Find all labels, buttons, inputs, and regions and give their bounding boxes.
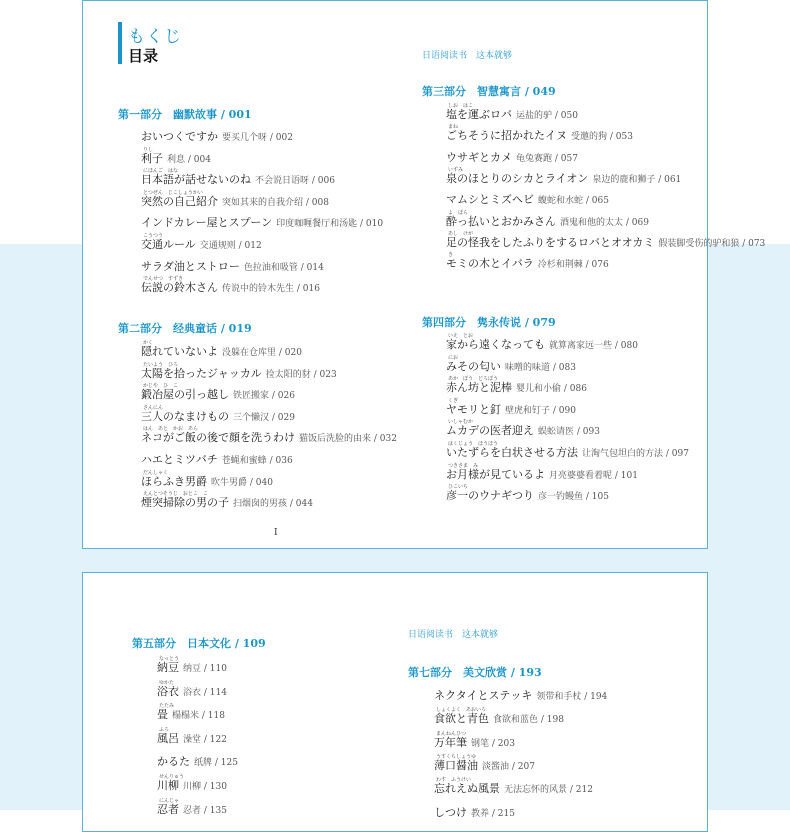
entry-title-chinese: 教养 / 215	[471, 809, 515, 819]
toc-entry[interactable]	[157, 661, 227, 676]
title-accent-bar	[118, 22, 122, 64]
entry-title-chinese: 利息 / 004	[167, 155, 211, 165]
toc-entry[interactable]	[446, 338, 638, 353]
toc-entry[interactable]	[157, 685, 227, 700]
entry-furigana: かじや ひ こ	[143, 383, 179, 389]
entry-furigana: くぎ	[448, 398, 459, 404]
entry-title-japanese: 鍛冶屋の引っ越し	[141, 388, 229, 401]
toc-entry[interactable]	[141, 410, 295, 425]
toc-entry[interactable]	[446, 446, 689, 461]
entry-title-japanese: 風呂	[157, 732, 179, 745]
entry-title-japanese: お月様が見ているよ	[446, 468, 545, 481]
toc-entry[interactable]	[446, 108, 578, 123]
toc-entry[interactable]	[446, 129, 633, 144]
toc-entry[interactable]	[446, 403, 576, 418]
entry-title-chinese: 三个懒汉 / 029	[233, 413, 295, 423]
entry-title-japanese: しつけ	[434, 806, 467, 819]
toc-entry[interactable]	[141, 453, 293, 468]
title-japanese: もくじ	[128, 27, 182, 47]
entry-title-japanese: モミの木とイバラ	[446, 257, 534, 270]
entry-title-japanese: 川柳	[157, 779, 179, 792]
entry-title-chinese: 扫烟囱的男孩 / 044	[233, 499, 313, 509]
toc-entry[interactable]	[446, 360, 576, 375]
toc-entry[interactable]	[446, 172, 681, 187]
entry-furigana: いえ とお	[448, 333, 474, 339]
entry-title-chinese: 传说中的铃木先生 / 016	[222, 284, 320, 294]
entry-title-japanese: 泉のほとりのシカとライオン	[446, 172, 589, 185]
entry-title-japanese: 伝説の鈴木さん	[141, 281, 218, 294]
entry-title-chinese: 淡酱油 / 207	[482, 762, 535, 772]
section-heading-s3: 第三部分 智慧寓言 / 049	[422, 85, 556, 98]
entry-title-chinese: 酒鬼和他的太太 / 069	[560, 218, 649, 228]
entry-title-chinese: 苍蝇和蜜蜂 / 036	[221, 456, 293, 466]
entry-furigana: つきさま み	[448, 463, 479, 469]
toc-entry[interactable]	[446, 193, 609, 208]
toc-entry[interactable]	[141, 152, 211, 167]
entry-title-japanese: ごちそうに招かれたイヌ	[446, 129, 567, 142]
entry-title-japanese: 日本語が話せないのね	[141, 173, 251, 186]
entry-title-japanese: 納豆	[157, 661, 179, 674]
entry-title-japanese: かるた	[157, 755, 190, 768]
entry-title-chinese: 猫饭后洗脸的由来 / 032	[299, 434, 397, 444]
entry-title-japanese: 交通ルール	[141, 238, 196, 251]
entry-title-chinese: 纳豆 / 110	[183, 664, 227, 674]
toc-entry[interactable]	[157, 732, 227, 747]
entry-furigana: まんねんひつ	[436, 731, 467, 737]
section-heading-s4: 第四部分 隽永传说 / 079	[422, 316, 556, 329]
entry-furigana: でんせつ すずき	[143, 276, 184, 282]
entry-title-japanese: ヤモリと釘	[446, 403, 501, 416]
toc-entry[interactable]	[434, 736, 515, 751]
toc-entry[interactable]	[434, 759, 535, 774]
toc-entry[interactable]	[446, 257, 609, 272]
entry-furigana: わす ふうけい	[436, 777, 472, 783]
entry-title-japanese: 家から遠くなっても	[446, 338, 545, 351]
entry-title-chinese: 不会说日语呀 / 006	[255, 176, 335, 186]
section-heading-s5: 第五部分 日本文化 / 109	[132, 637, 266, 650]
entry-furigana: なっとう	[159, 656, 180, 662]
toc-entry[interactable]	[446, 151, 578, 166]
toc-entry[interactable]	[446, 468, 638, 483]
entry-furigana: ひこいち	[448, 484, 469, 490]
entry-furigana: しょくよく あおいろ	[436, 707, 487, 713]
entry-title-japanese: 畳	[157, 708, 168, 721]
entry-title-chinese: 榻榻米 / 118	[172, 711, 225, 721]
entry-title-chinese: 运盐的驴 / 050	[516, 111, 578, 121]
entry-furigana: たいよう ひろ	[143, 362, 179, 368]
entry-title-chinese: 婴儿和小偷 / 086	[516, 384, 587, 394]
entry-furigana: はくじょう ほうほう	[448, 441, 499, 447]
toc-entry[interactable]	[141, 238, 262, 253]
entry-furigana: はん あと かお あら	[143, 426, 199, 432]
entry-furigana: りし	[143, 147, 154, 153]
entry-title-chinese: 蜈蚣请医 / 093	[538, 427, 600, 437]
toc-entry[interactable]	[141, 388, 295, 403]
series-tag-bottom: 日语阅读书 这本就够	[408, 630, 499, 640]
toc-entry[interactable]	[446, 489, 609, 504]
entry-title-japanese: 足の怪我をしたふりをするロバとオオカミ	[446, 236, 655, 249]
entry-title-chinese: 领带和手杖 / 194	[536, 692, 608, 702]
entry-title-chinese: 壁虎和钉子 / 090	[505, 406, 576, 416]
entry-furigana: にんじゃ	[159, 798, 180, 804]
entry-furigana: にほんご はな	[143, 168, 179, 174]
page-number: I	[274, 528, 278, 538]
entry-furigana: うすくちしょうゆ	[436, 754, 477, 760]
title-chinese: 目录	[128, 47, 159, 65]
entry-title-japanese: おいつくですか	[141, 130, 218, 143]
entry-title-chinese: 印度咖喱餐厅和汤匙 / 010	[276, 219, 384, 229]
entry-title-chinese: 吹牛男爵 / 040	[211, 478, 273, 488]
entry-title-japanese: 赤ん坊と泥棒	[446, 381, 512, 394]
toc-entry[interactable]	[434, 782, 593, 797]
entry-title-chinese: 食欲和蓝色 / 198	[493, 715, 564, 725]
toc-entry[interactable]	[446, 236, 765, 251]
entry-title-chinese: 受邀的狗 / 053	[571, 132, 633, 142]
entry-title-chinese: 纸牌 / 125	[194, 758, 238, 768]
entry-title-chinese: 钢笔 / 203	[471, 739, 515, 749]
entry-title-chinese: 突如其来的自我介绍 / 008	[222, 198, 329, 208]
entry-title-japanese: 突然の自己紹介	[141, 195, 218, 208]
series-tag-top: 日语阅读书 这本就够	[422, 51, 513, 61]
entry-furigana: あし けが	[448, 231, 474, 237]
entry-title-chinese: 月亮婆婆看着呢 / 101	[549, 471, 638, 481]
entry-furigana: えんとつそうじ おとこ こ	[143, 491, 208, 497]
entry-title-chinese: 浴衣 / 114	[183, 688, 227, 698]
toc-entry[interactable]	[446, 424, 600, 439]
entry-title-japanese: サラダ油とストロー	[141, 260, 240, 273]
entry-title-japanese: 利子	[141, 152, 163, 165]
entry-furigana: まね	[448, 124, 459, 130]
entry-title-chinese: 蝮蛇和水蛇 / 065	[538, 196, 609, 206]
toc-entry[interactable]	[141, 345, 302, 360]
entry-title-chinese: 交通规则 / 012	[199, 241, 262, 251]
entry-title-japanese: ムカデの医者迎え	[446, 424, 534, 437]
toc-entry[interactable]	[434, 712, 564, 727]
entry-title-japanese: 浴衣	[157, 685, 179, 698]
entry-title-japanese: ネクタイとステッキ	[434, 689, 533, 702]
toc-entry[interactable]	[157, 708, 225, 723]
entry-title-chinese: 让淘气包坦白的方法 / 097	[582, 449, 689, 459]
entry-furigana: だんしゃく	[143, 470, 169, 476]
entry-title-chinese: 没躲在仓库里 / 020	[222, 348, 302, 358]
entry-title-chinese: 彦一钓鳗鱼 / 105	[538, 492, 609, 502]
entry-furigana: せんりゅう	[159, 774, 185, 780]
entry-title-japanese: ハエとミツバチ	[141, 453, 218, 466]
toc-entry[interactable]	[157, 779, 227, 794]
entry-title-japanese: みその匂い	[446, 360, 501, 373]
entry-title-chinese: 捡太阳的豺 / 023	[265, 370, 337, 380]
entry-title-japanese: 塩を運ぶロバ	[446, 108, 512, 121]
entry-furigana: さんにん	[143, 405, 164, 411]
toc-entry[interactable]	[446, 215, 649, 230]
entry-furigana: き	[448, 252, 454, 258]
entry-title-japanese: 万年筆	[434, 736, 467, 749]
entry-furigana: いずみ	[448, 167, 464, 173]
toc-entry[interactable]	[434, 806, 515, 821]
toc-entry[interactable]	[141, 281, 320, 296]
toc-entry[interactable]	[141, 367, 337, 382]
entry-furigana: たたみ	[159, 703, 175, 709]
entry-title-japanese: 太陽を拾ったジャッカル	[141, 367, 262, 380]
toc-entry[interactable]	[434, 689, 607, 704]
entry-furigana: しお はこ	[448, 103, 474, 109]
section-heading-s2: 第二部分 经典童话 / 019	[118, 322, 252, 335]
entry-title-chinese: 铁匠搬家 / 026	[233, 391, 295, 401]
entry-title-japanese: インドカレー屋とスプーン	[141, 216, 273, 229]
entry-furigana: にお	[448, 355, 459, 361]
entry-title-chinese: 就算离家远一些 / 080	[549, 341, 638, 351]
entry-title-chinese: 味噌的味道 / 083	[505, 363, 576, 373]
toc-entry[interactable]	[157, 803, 227, 818]
toc-entry[interactable]	[141, 195, 329, 210]
entry-furigana: よ ぱら	[448, 210, 469, 216]
entry-title-chinese: 澡堂 / 122	[183, 735, 227, 745]
entry-title-japanese: 忘れえぬ風景	[434, 782, 500, 795]
entry-title-japanese: 酔っ払いとおかみさん	[446, 215, 556, 228]
entry-title-japanese: 隠れていないよ	[141, 345, 218, 358]
entry-title-chinese: 色拉油和吸管 / 014	[243, 263, 324, 273]
entry-title-chinese: 假装脚受伤的驴和狼 / 073	[658, 239, 766, 249]
entry-title-japanese: いたずらを白状させる方法	[446, 446, 578, 459]
entry-title-japanese: ネコがご飯の後で顔を洗うわけ	[141, 431, 295, 444]
toc-entry[interactable]	[446, 381, 587, 396]
entry-furigana: ふろ	[159, 727, 170, 733]
entry-furigana: あか ぼう どろぼう	[448, 376, 499, 382]
toc-entry[interactable]	[141, 216, 383, 231]
entry-title-chinese: 龟兔赛跑 / 057	[516, 154, 578, 164]
toc-entry[interactable]	[141, 431, 397, 446]
entry-title-japanese: ほらふき男爵	[141, 475, 207, 488]
entry-title-japanese: 忍者	[157, 803, 179, 816]
entry-title-chinese: 忍者 / 135	[183, 806, 227, 816]
toc-entry[interactable]	[141, 475, 273, 490]
section-heading-s7: 第七部分 美文欣赏 / 193	[408, 666, 542, 679]
entry-title-japanese: マムシとミズヘビ	[446, 193, 534, 206]
toc-entry[interactable]	[141, 260, 324, 275]
entry-title-japanese: 薄口醤油	[434, 759, 478, 772]
toc-entry[interactable]	[157, 755, 238, 770]
entry-title-chinese: 泉边的鹿和狮子 / 061	[592, 175, 682, 185]
entry-title-chinese: 无法忘怀的风景 / 212	[504, 785, 593, 795]
entry-furigana: いしゃむか	[448, 419, 474, 425]
entry-furigana: とつぜん じこしょうかい	[143, 190, 203, 196]
entry-furigana: かく	[143, 340, 154, 346]
entry-title-japanese: 煙突掃除の男の子	[141, 496, 229, 509]
entry-title-japanese: ウサギとカメ	[446, 151, 512, 164]
entry-title-japanese: 三人のなまけもの	[141, 410, 229, 423]
toc-entry[interactable]	[141, 130, 293, 145]
entry-title-japanese: 食欲と青色	[434, 712, 489, 725]
entry-title-chinese: 要买几个呀 / 002	[222, 133, 293, 143]
section-heading-s1: 第一部分 幽默故事 / 001	[118, 108, 252, 121]
entry-title-chinese: 冷杉和荆棘 / 076	[537, 260, 609, 270]
toc-entry[interactable]	[141, 496, 313, 511]
toc-entry[interactable]	[141, 173, 335, 188]
entry-furigana: こうつう	[143, 233, 164, 239]
entry-title-japanese: 彦一のウナギつり	[446, 489, 534, 502]
entry-furigana: ゆかた	[159, 680, 175, 686]
entry-title-chinese: 川柳 / 130	[183, 782, 227, 792]
